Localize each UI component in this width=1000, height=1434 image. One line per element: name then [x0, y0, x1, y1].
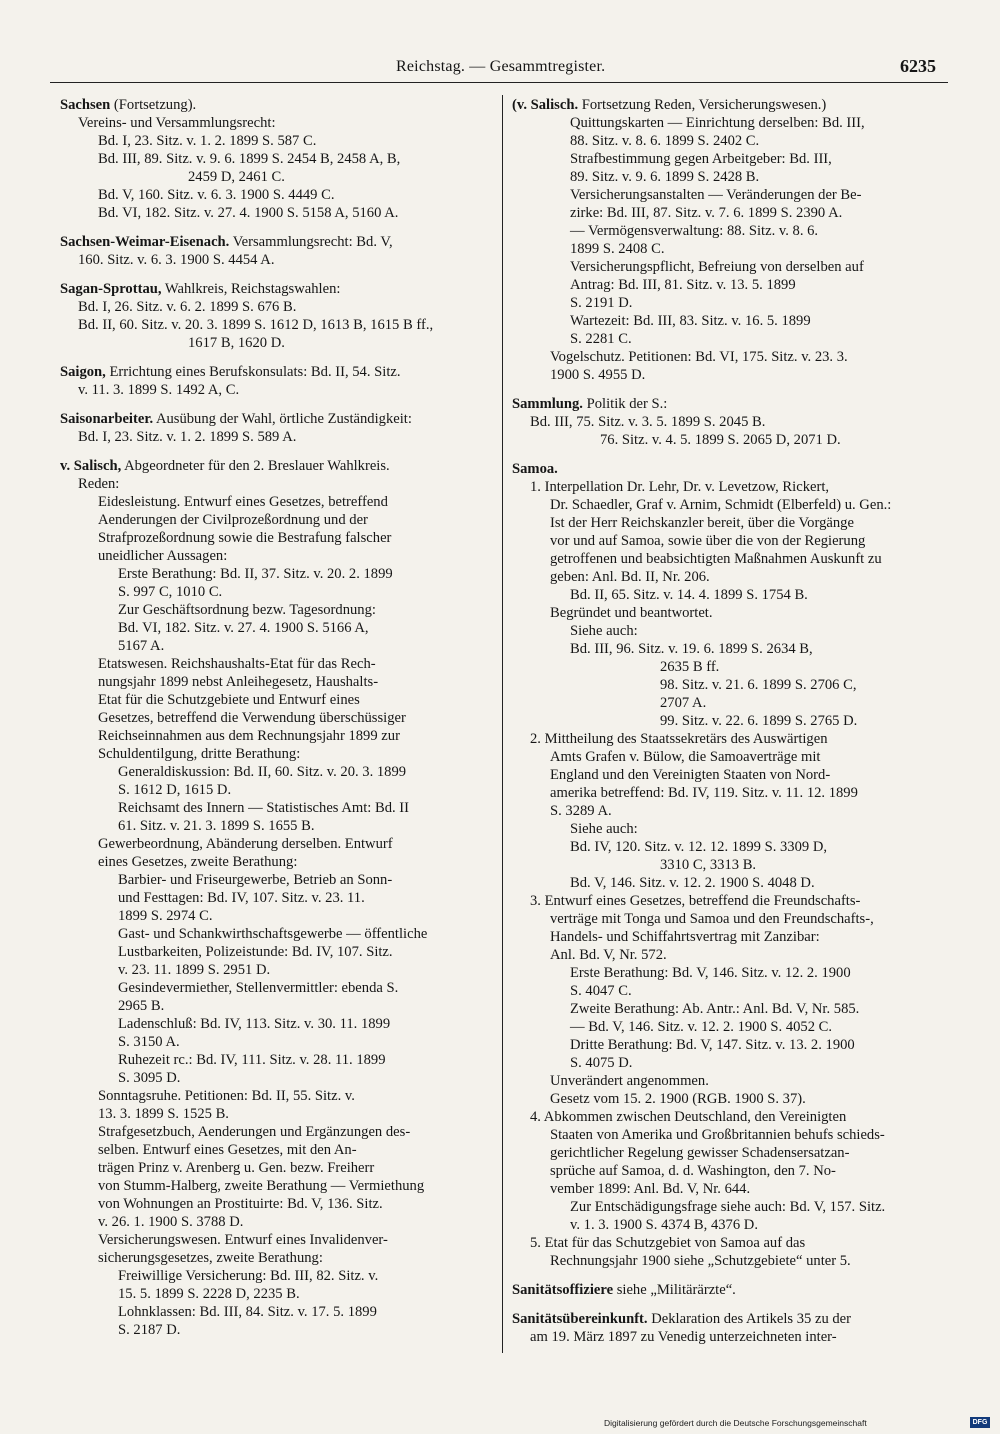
entry-heading: Samoa.	[512, 461, 558, 477]
entry-line: Dritte Berathung: Bd. V, 147. Sitz. v. 13. 2. 1900	[570, 1037, 855, 1053]
entry-line: Eidesleistung. Entwurf eines Gesetzes, betreffend	[98, 494, 388, 510]
entry-line: Bd. IV, 120. Sitz. v. 12. 12. 1899 S. 3309 D,	[570, 839, 828, 855]
index-entry	[60, 457, 493, 1339]
entry-line: S. 3095 D.	[118, 1070, 181, 1086]
entry-line: Barbier- und Friseurgewerbe, Betrieb an Sonn-	[118, 872, 393, 888]
footer-credit: Digitalisierung gefördert durch die Deutsche Forschungsgemeinschaft	[604, 1418, 867, 1428]
entry-line: Strafgesetzbuch, Aenderungen und Ergänzungen des-	[98, 1124, 411, 1140]
entry-first-line: Sanitätsübereinkunft. Deklaration des Artikels 35 zu der	[512, 1311, 852, 1327]
entry-heading: (v. Salisch.	[512, 97, 579, 113]
page-number: 6235	[900, 56, 936, 76]
entry-line: eines Gesetzes, zweite Berathung:	[98, 854, 298, 870]
right-column	[512, 96, 948, 1357]
entry-line: Bd. II, 60. Sitz. v. 20. 3. 1899 S. 1612 D, 1613 B, 1615 B ff.,	[78, 317, 434, 333]
entry-line: Rechnungsjahr 1900 siehe „Schutzgebiete“ unter 5.	[550, 1253, 851, 1269]
entry-line: Freiwillige Versicherung: Bd. III, 82. Sitz. v.	[118, 1268, 379, 1284]
entry-first-line: Sammlung. Politik der S.:	[512, 396, 668, 412]
entry-line: Bd. III, 89. Sitz. v. 9. 6. 1899 S. 2454 B, 2458 A, B,	[98, 151, 401, 167]
entry-line: amerika betreffend: Bd. IV, 119. Sitz. v. 11. 12. 1899	[550, 785, 858, 801]
entry-line: Bd. VI, 182. Sitz. v. 27. 4. 1900 S. 5158 A, 5160 A.	[98, 205, 399, 221]
entry-line: Quittungskarten — Einrichtung derselben: Bd. III,	[570, 115, 865, 131]
entry-line: von Wohnungen an Prostituirte: Bd. V, 136. Sitz.	[98, 1196, 383, 1212]
entry-heading: Saisonarbeiter.	[60, 411, 154, 427]
entry-line: Etat für die Schutzgebiete und Entwurf eines	[98, 692, 360, 708]
index-entry	[512, 1310, 948, 1346]
entry-line: 4. Abkommen zwischen Deutschland, den Vereinigten	[530, 1109, 847, 1125]
entry-line: Bd. III, 96. Sitz. v. 19. 6. 1899 S. 2634 B,	[570, 641, 813, 657]
entry-line: v. 23. 11. 1899 S. 2951 D.	[118, 962, 271, 978]
entry-line: Bd. V, 160. Sitz. v. 6. 3. 1900 S. 4449 C.	[98, 187, 335, 203]
entry-line: Handels- und Schiffahrtsvertrag mit Zanzibar:	[550, 929, 820, 945]
running-head: Reichstag. — Gesammtregister.	[396, 58, 606, 75]
index-entry	[60, 410, 493, 446]
entry-line: Antrag: Bd. III, 81. Sitz. v. 13. 5. 1899	[570, 277, 796, 293]
header-rule	[50, 82, 948, 83]
entry-heading: Sagan-Sprottau,	[60, 281, 162, 297]
entry-line: Staaten von Amerika und Großbritannien behufs schieds-	[550, 1127, 885, 1143]
entry-line: Zweite Berathung: Ab. Antr.: Anl. Bd. V, Nr. 585.	[570, 1001, 860, 1017]
entry-first-line: Sagan-Sprottau, Wahlkreis, Reichstagswahlen:	[60, 281, 341, 297]
entry-line: S. 2187 D.	[118, 1322, 181, 1338]
entry-line: S. 4047 C.	[570, 983, 632, 999]
entry-line: Sonntagsruhe. Petitionen: Bd. II, 55. Sitz. v.	[98, 1088, 355, 1104]
entry-line: gerichtlicher Regelung gewisser Schadensersatzan-	[550, 1145, 850, 1161]
entry-line: 1. Interpellation Dr. Lehr, Dr. v. Levetzow, Rickert,	[530, 479, 830, 495]
left-column	[60, 96, 493, 1350]
entry-line: trägen Prinz v. Arenberg u. Gen. bezw. Freiherr	[98, 1160, 375, 1176]
entry-line: Ist der Herr Reichskanzler bereit, über die Vorgänge	[550, 515, 854, 531]
entry-line: und Festtagen: Bd. IV, 107. Sitz. v. 23. 11.	[118, 890, 365, 906]
entry-line: 98. Sitz. v. 21. 6. 1899 S. 2706 C,	[660, 677, 857, 693]
entry-line: Gast- und Schankwirthschaftsgewerbe — öffentliche	[118, 926, 428, 942]
entry-line: 3. Entwurf eines Gesetzes, betreffend die Freundschafts-	[530, 893, 861, 909]
entry-line: v. 26. 1. 1900 S. 3788 D.	[98, 1214, 244, 1230]
entry-line: England und den Vereinigten Staaten von Nord-	[550, 767, 831, 783]
entry-line: Dr. Schaedler, Graf v. Arnim, Schmidt (Elberfeld) u. Gen.:	[550, 497, 892, 513]
entry-line: Bd. VI, 182. Sitz. v. 27. 4. 1900 S. 5166 A,	[118, 620, 369, 636]
entry-line: 1617 B, 1620 D.	[188, 335, 285, 351]
entry-line: Versicherungswesen. Entwurf eines Invalidenver-	[98, 1232, 388, 1248]
dfg-logo-icon: DFG	[970, 1417, 990, 1428]
page-header	[0, 52, 1000, 82]
entry-line: 5. Etat für das Schutzgebiet von Samoa auf das	[530, 1235, 806, 1251]
entry-line: — Bd. V, 146. Sitz. v. 12. 2. 1900 S. 4052 C.	[570, 1019, 833, 1035]
entry-line: getroffenen und beabsichtigten Maßnahmen Auskunft zu	[550, 551, 882, 567]
entry-first-line	[512, 460, 948, 478]
entry-line: 89. Sitz. v. 9. 6. 1899 S. 2428 B.	[570, 169, 760, 185]
entry-line: Begründet und beantwortet.	[550, 605, 713, 621]
entry-line: Bd. V, 146. Sitz. v. 12. 2. 1900 S. 4048 D.	[570, 875, 815, 891]
entry-line: Gewerbeordnung, Abänderung derselben. Entwurf	[98, 836, 393, 852]
entry-first-line: Sachsen (Fortsetzung).	[60, 97, 197, 113]
entry-line: Wartezeit: Bd. III, 83. Sitz. v. 16. 5. 1899	[570, 313, 811, 329]
entry-line: v. 11. 3. 1899 S. 1492 A, C.	[78, 382, 240, 398]
entry-first-line: Sanitätsoffiziere siehe „Militärärzte“.	[512, 1282, 736, 1298]
entry-heading: Sanitätsübereinkunft.	[512, 1311, 648, 1327]
entry-line: Siehe auch:	[570, 821, 638, 837]
entry-line: Ruhezeit rc.: Bd. IV, 111. Sitz. v. 28. 11. 1899	[118, 1052, 386, 1068]
index-entry	[60, 280, 493, 352]
index-entry	[60, 363, 493, 399]
entry-line: Zur Entschädigungsfrage siehe auch: Bd. V, 157. Sitz.	[570, 1199, 886, 1215]
entry-line: 1899 S. 2408 C.	[570, 241, 665, 257]
entry-line: v. 1. 3. 1900 S. 4374 B, 4376 D.	[570, 1217, 758, 1233]
entry-line: Unverändert angenommen.	[550, 1073, 709, 1089]
entry-line: vember 1899: Anl. Bd. V, Nr. 644.	[550, 1181, 751, 1197]
entry-line: S. 4075 D.	[570, 1055, 633, 1071]
index-entry	[512, 460, 948, 1270]
entry-first-line: (v. Salisch. Fortsetzung Reden, Versicherungswesen.)	[512, 97, 827, 113]
entry-line: Bd. I, 23. Sitz. v. 1. 2. 1899 S. 587 C.	[98, 133, 317, 149]
entry-line: 3310 C, 3313 B.	[660, 857, 757, 873]
entry-line: 5167 A.	[118, 638, 165, 654]
entry-line: 61. Sitz. v. 21. 3. 1899 S. 1655 B.	[118, 818, 315, 834]
entry-first-line: Sachsen-Weimar-Eisenach. Versammlungsrecht: Bd. V,	[60, 234, 393, 250]
column-divider	[502, 95, 503, 1353]
entry-line: Gesetz vom 15. 2. 1900 (RGB. 1900 S. 37).	[550, 1091, 806, 1107]
entry-line: 15. 5. 1899 S. 2228 D, 2235 B.	[118, 1286, 300, 1302]
entry-line: Lustbarkeiten, Polizeistunde: Bd. IV, 107. Sitz.	[118, 944, 393, 960]
entry-line: S. 2191 D.	[570, 295, 633, 311]
entry-heading: Sanitätsoffiziere	[512, 1282, 614, 1298]
entry-first-line: v. Salisch, Abgeordneter für den 2. Breslauer Wahlkreis.	[60, 458, 390, 474]
entry-line: Siehe auch:	[570, 623, 638, 639]
entry-line: Strafbestimmung gegen Arbeitgeber: Bd. III,	[570, 151, 832, 167]
entry-line: Bd. III, 75. Sitz. v. 3. 5. 1899 S. 2045 B.	[530, 414, 766, 430]
entry-line: 2965 B.	[118, 998, 165, 1014]
entry-line: Strafprozeßordnung sowie die Bestrafung falscher	[98, 530, 392, 546]
entry-line: S. 2281 C.	[570, 331, 632, 347]
entry-line: S. 3289 A.	[550, 803, 612, 819]
entry-line: 1900 S. 4955 D.	[550, 367, 646, 383]
entry-line: 2707 A.	[660, 695, 707, 711]
entry-heading: Sammlung.	[512, 396, 583, 412]
entry-line: Schuldentilgung, dritte Berathung:	[98, 746, 301, 762]
entry-heading: Sachsen-Weimar-Eisenach.	[60, 234, 230, 250]
entry-line: Bd. I, 26. Sitz. v. 6. 2. 1899 S. 676 B.	[78, 299, 297, 315]
index-entry	[60, 233, 493, 269]
entry-line: sprüche auf Samoa, d. d. Washington, den 7. No-	[550, 1163, 836, 1179]
entry-heading: Saigon,	[60, 364, 106, 380]
entry-line: S. 997 C, 1010 C.	[118, 584, 223, 600]
entry-line: Versicherungspflicht, Befreiung von derselben auf	[570, 259, 864, 275]
entry-line: Etatswesen. Reichshaushalts-Etat für das Rech-	[98, 656, 376, 672]
entry-first-line: Saisonarbeiter. Ausübung der Wahl, örtliche Zuständigkeit:	[60, 411, 412, 427]
entry-line: 2. Mittheilung des Staatssekretärs des Auswärtigen	[530, 731, 828, 747]
entry-line: Gesindevermiether, Stellenvermittler: ebenda S.	[118, 980, 399, 996]
entry-line: Versicherungsanstalten — Veränderungen der Be-	[570, 187, 862, 203]
index-entry	[60, 96, 493, 222]
entry-line: 160. Sitz. v. 6. 3. 1900 S. 4454 A.	[78, 252, 275, 268]
entry-line: Generaldiskussion: Bd. II, 60. Sitz. v. 20. 3. 1899	[118, 764, 407, 780]
entry-line: Erste Berathung: Bd. V, 146. Sitz. v. 12. 2. 1900	[570, 965, 851, 981]
entry-line: Reichsamt des Innern — Statistisches Amt: Bd. II	[118, 800, 410, 816]
entry-line: Lohnklassen: Bd. III, 84. Sitz. v. 17. 5. 1899	[118, 1304, 377, 1320]
entry-line: Bd. I, 23. Sitz. v. 1. 2. 1899 S. 589 A.	[78, 429, 297, 445]
entry-line: 88. Sitz. v. 8. 6. 1899 S. 2402 C.	[570, 133, 760, 149]
entry-line: verträge mit Tonga und Samoa und den Freundschafts-,	[550, 911, 874, 927]
entry-line: Ladenschluß: Bd. IV, 113. Sitz. v. 30. 11. 1899	[118, 1016, 391, 1032]
entry-line: Anl. Bd. V, Nr. 572.	[550, 947, 667, 963]
entry-line: — Vermögensverwaltung: 88. Sitz. v. 8. 6.	[570, 223, 819, 239]
index-entry	[512, 395, 948, 449]
entry-line: Zur Geschäftsordnung bezw. Tagesordnung:	[118, 602, 376, 618]
entry-line: von Stumm-Halberg, zweite Berathung — Vermiethung	[98, 1178, 425, 1194]
entry-line: 99. Sitz. v. 22. 6. 1899 S. 2765 D.	[660, 713, 858, 729]
entry-line: 13. 3. 1899 S. 1525 B.	[98, 1106, 229, 1122]
index-entry	[512, 1281, 948, 1299]
entry-line: S. 3150 A.	[118, 1034, 180, 1050]
entry-line: Reden:	[78, 476, 120, 492]
entry-line: Vogelschutz. Petitionen: Bd. VI, 175. Sitz. v. 23. 3.	[550, 349, 848, 365]
entry-line: vor und auf Samoa, sowie über die von der Regierung	[550, 533, 866, 549]
index-entry	[512, 96, 948, 384]
entry-line: Erste Berathung: Bd. II, 37. Sitz. v. 20. 2. 1899	[118, 566, 393, 582]
entry-first-line: Saigon, Errichtung eines Berufskonsulats: Bd. II, 54. Sitz.	[60, 364, 401, 380]
entry-line: Aenderungen der Civilprozeßordnung und der	[98, 512, 368, 528]
entry-line: Reichseinnahmen aus dem Rechnungsjahr 1899 zur	[98, 728, 400, 744]
entry-line: Bd. II, 65. Sitz. v. 14. 4. 1899 S. 1754 B.	[570, 587, 808, 603]
entry-line: am 19. März 1897 zu Venedig unterzeichneten inter-	[530, 1329, 837, 1345]
entry-line: zirke: Bd. III, 87. Sitz. v. 7. 6. 1899 S. 2390 A.	[570, 205, 843, 221]
entry-line: 76. Sitz. v. 4. 5. 1899 S. 2065 D, 2071 D.	[600, 432, 841, 448]
entry-line: Vereins- und Versammlungsrecht:	[78, 115, 276, 131]
entry-line: 2635 B ff.	[660, 659, 720, 675]
entry-line: sicherungsgesetzes, zweite Berathung:	[98, 1250, 323, 1266]
entry-line: selben. Entwurf eines Gesetzes, mit den An-	[98, 1142, 357, 1158]
entry-line: Gesetzes, betreffend die Verwendung überschüssiger	[98, 710, 406, 726]
entry-line: Amts Grafen v. Bülow, die Samoaverträge mit	[550, 749, 821, 765]
entry-line: nungsjahr 1899 nebst Anleihegesetz, Haushalts-	[98, 674, 379, 690]
entry-heading: v. Salisch,	[60, 458, 122, 474]
entry-line: 1899 S. 2974 C.	[118, 908, 213, 924]
entry-line: geben: Anl. Bd. II, Nr. 206.	[550, 569, 710, 585]
entry-line: uneidlicher Aussagen:	[98, 548, 228, 564]
entry-heading: Sachsen	[60, 97, 111, 113]
entry-line: 2459 D, 2461 C.	[188, 169, 285, 185]
entry-line: S. 1612 D, 1615 D.	[118, 782, 232, 798]
